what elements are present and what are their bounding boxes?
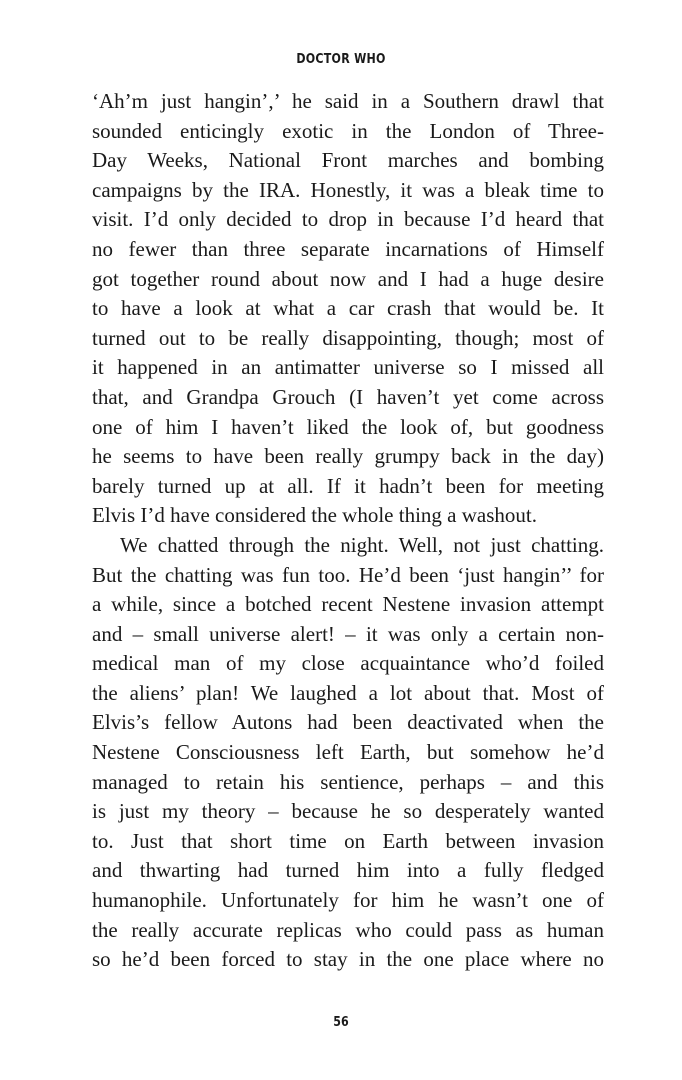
text-line: and – small universe alert! – it was only a certain non-: [92, 621, 604, 646]
text-line: medical man of my close acquaintance who’d foiled: [92, 651, 604, 676]
paragraph-2: [92, 531, 604, 975]
text-line: Nestene Consciousness left Earth, but somehow he’d: [92, 740, 604, 765]
text-line: Elvis I’d have considered the whole thing a washout.: [92, 503, 537, 528]
text-line: to. Just that short time on Earth between invasion: [92, 828, 604, 853]
running-head: DOCTOR WHO: [296, 52, 386, 67]
text-line: sounded enticingly exotic in the London of Three-: [92, 118, 604, 143]
text-line: that, and Grandpa Grouch (I haven’t yet come across: [92, 384, 604, 409]
text-line: barely turned up at all. If it hadn’t been for meeting: [92, 473, 604, 498]
text-line: the really accurate replicas who could pass as human: [92, 917, 604, 942]
text-line: humanophile. Unfortunately for him he wasn’t one of: [92, 888, 604, 913]
text-line: But the chatting was fun too. He’d been ‘just hangin’’ for: [92, 562, 604, 587]
text-line: to have a look at what a car crash that would be. It: [92, 296, 604, 321]
text-line: he seems to have been really grumpy back in the day): [92, 444, 604, 469]
body-text: [92, 87, 604, 975]
text-line: the aliens’ plan! We laughed a lot about that. Most of: [92, 680, 604, 705]
text-line: We chatted through the night. Well, not just chatting.: [120, 532, 604, 557]
text-line: campaigns by the IRA. Honestly, it was a bleak time to: [92, 177, 604, 202]
text-line: ‘Ah’m just hangin’,’ he said in a Southern drawl that: [92, 89, 604, 113]
page-number: 56: [333, 1015, 349, 1030]
paragraph-1: [92, 87, 604, 531]
text-line: managed to retain his sentience, perhaps – and this: [92, 769, 604, 794]
text-line: a while, since a botched recent Nestene invasion attempt: [92, 592, 604, 617]
text-line: Elvis’s fellow Autons had been deactivated when the: [92, 710, 604, 735]
text-line: is just my theory – because he so desperately wanted: [92, 799, 604, 824]
text-line: one of him I haven’t liked the look of, but goodness: [92, 414, 604, 439]
text-line: visit. I’d only decided to drop in because I’d heard that: [92, 207, 604, 232]
text-line: so he’d been forced to stay in the one place where no: [92, 947, 604, 972]
text-line: got together round about now and I had a huge desire: [92, 266, 604, 291]
text-line: Day Weeks, National Front marches and bombing: [92, 148, 604, 173]
text-line: no fewer than three separate incarnations of Himself: [92, 236, 604, 261]
text-line: it happened in an antimatter universe so I missed all: [92, 355, 604, 380]
text-line: and thwarting had turned him into a fully fledged: [92, 858, 604, 883]
text-line: turned out to be really disappointing, though; most of: [92, 325, 604, 350]
